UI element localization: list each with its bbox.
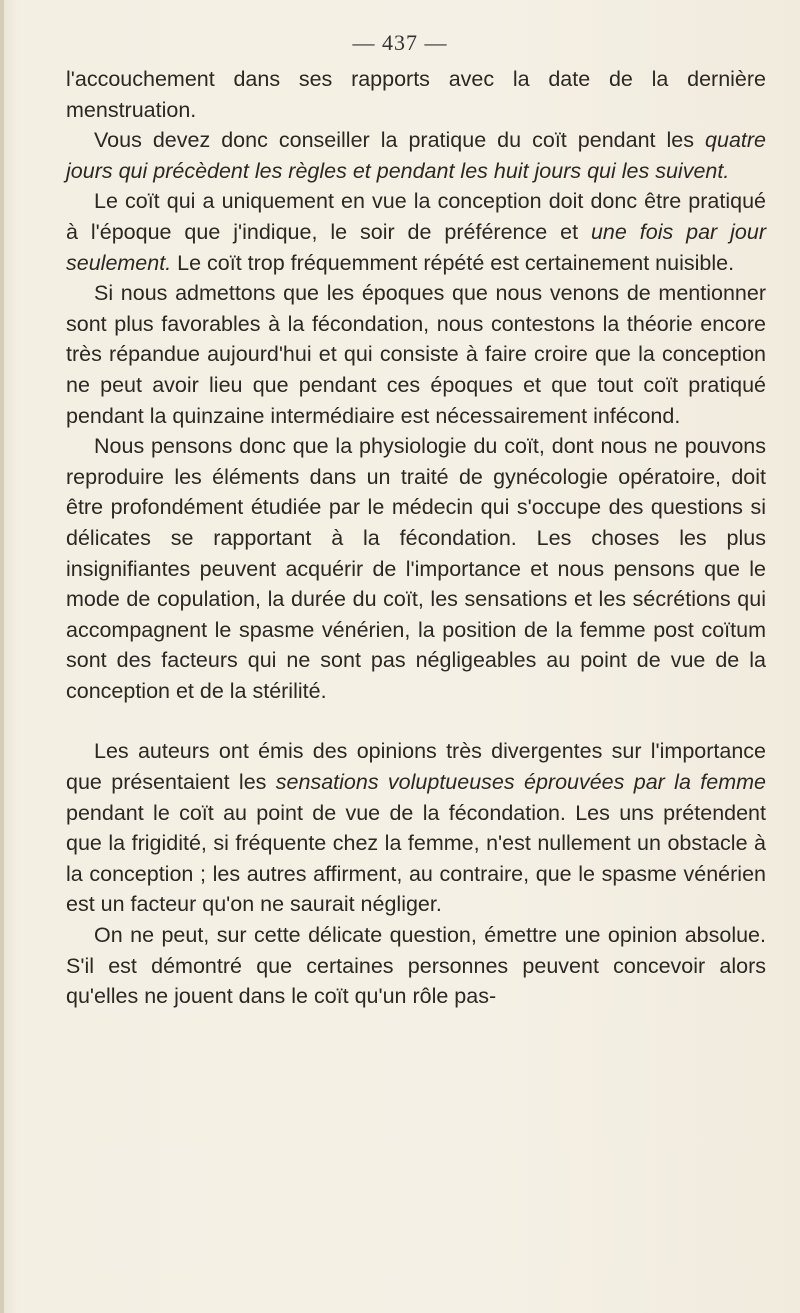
paragraph-4 (66, 278, 766, 431)
text-segment: Le coït qui a uniquement en vue la conception doit donc être pratiqué à l'époque que j'indique, le soir de préférence et (66, 189, 766, 244)
page-number: — 437 — (352, 30, 448, 55)
text-segment: pendant le coït au point de vue de la fécondation. Les uns prétendent que la frigidité, si fréquente chez la femme, n'est nullement un obstacle à la conception ; les autres affirment, au contraire, que le spasme vénérien est un facteur qu'on ne saurait négliger. (66, 800, 766, 917)
paragraph-1 (66, 64, 766, 125)
text-segment: Si nous admettons que les époques que nous venons de mentionner sont plus favorables à la fécondation, nous contestons la théorie encore très répandue aujourd'hui et qui consiste à faire croire que la conception ne peut avoir lieu que pendant ces époques et que tout coït pratiqué pendant la quinzaine intermédiaire est nécessairement infécond. (66, 281, 766, 428)
italic-segment: une fois par jour seulement. (66, 219, 766, 275)
text-segment: Le coït trop fréquemment répété est certainement nuisible. (171, 250, 735, 275)
paragraph-3 (66, 186, 766, 278)
italic-segment: quatre jours qui précèdent les règles et pendant les huit jours qui les suivent. (66, 128, 766, 183)
paragraph-2 (66, 125, 766, 186)
italic-segment: sensations voluptueuses éprouvées par la femme (275, 770, 766, 795)
paragraph-5 (66, 431, 766, 706)
paragraph-spacer (66, 706, 766, 736)
text-segment: On ne peut, sur cette délicate question, émettre une opinion absolue. S'il est démontré que certaines personnes peuvent concevoir alors qu'elles ne jouent dans le coït qu'un rôle pas- (66, 923, 766, 1009)
body-text (66, 64, 766, 1012)
text-segment: Vous devez donc conseiller la pratique du coït pendant les (94, 128, 706, 153)
text-segment: l'accouchement dans ses rapports avec la date de la dernière menstruation. (66, 67, 766, 122)
page-gutter (0, 0, 4, 1313)
text-segment: Les auteurs ont émis des opinions très divergentes sur l'importance que présentaient les (66, 739, 766, 795)
paragraph-7 (66, 920, 766, 1012)
paragraph-6 (66, 736, 766, 920)
text-segment: Nous pensons donc que la physiologie du coït, dont nous ne pouvons reproduire les éléments dans un traité de gynécologie opératoire, doit être profondément étudiée par le médecin qui s'occupe des questions si délicates se rapportant à la fécondation. Les choses les plus insignifiantes peuvent acquérir de l'importance et nous pensons que le mode de copulation, la durée du coït, les sensations et les sécrétions qui accompagnent le spasme vénérien, la position de la femme post coïtum sont des facteurs qui ne sont pas négligeables au point de vue de la conception et de la stérilité. (66, 434, 766, 703)
